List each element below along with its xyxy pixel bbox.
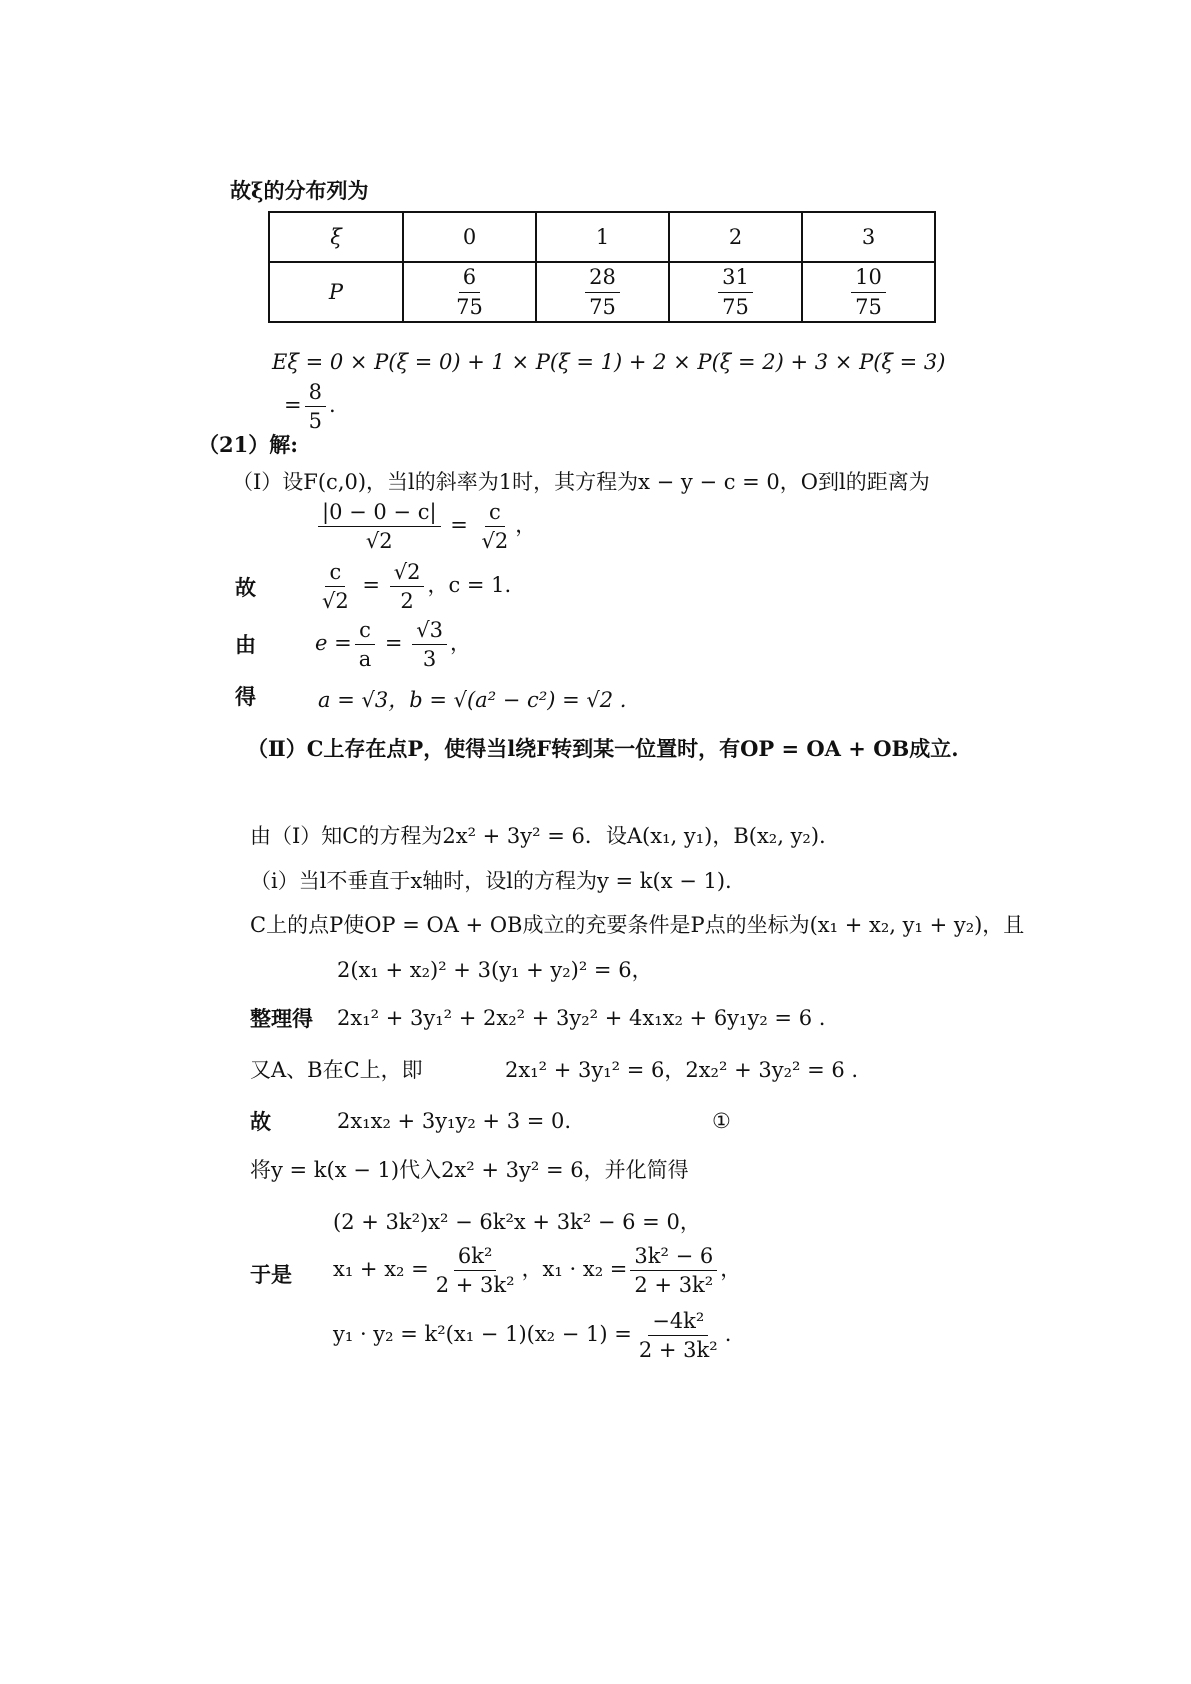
ab-on-c-label: 又A、B在C上，即 xyxy=(250,1058,423,1082)
table-cell-prob: $\frac{10}{75}$ xyxy=(802,262,935,322)
table-cell-value: 2 xyxy=(669,212,802,262)
distribution-table xyxy=(268,211,936,323)
equation-marker-1: ① xyxy=(712,1109,731,1133)
part2-intro: （Ⅱ）C上存在点P，使得当l绕F转到某一位置时，有OP = OA + OB成立. xyxy=(247,736,959,761)
table-cell-value: 0 xyxy=(403,212,536,262)
part1-intro: （Ⅰ）设F(c,0)，当l的斜率为1时，其方程为x − y − c = 0，O到l的距离为 xyxy=(232,470,930,494)
conic-equation-line: 由（Ⅰ）知C的方程为2x² + 3y² = 6．设A(x₁, y₁)，B(x₂, y₂). xyxy=(250,824,826,848)
table-cell-prob: $\frac{28}{75}$ xyxy=(536,262,669,322)
distance-formula: $\frac{|0 - 0 - c|}{√2}$ = $\frac{c}{√2}$ ， xyxy=(315,500,536,553)
line-l-equation: （ⅰ）当l不垂直于x轴时，设l的方程为y = k(x − 1). xyxy=(250,869,732,893)
condition-line: C上的点P使OP = OA + OB成立的充要条件是P点的坐标为(x₁ + x₂, y₁ + y₂)，且 xyxy=(250,913,1025,937)
distribution-intro: 故ξ的分布列为 xyxy=(230,178,369,203)
expanded-equation: 2x₁² + 3y₁² + 2x₂² + 3y₂² + 4x₁x₂ + 6y₁y₂ = 6 . xyxy=(337,1006,826,1030)
table-row xyxy=(269,212,935,262)
expectation-line: Eξ = 0 × P(ξ = 0) + 1 × P(ξ = 1) + 2 × P(ξ = 2) + 3 × P(ξ = 3) xyxy=(272,350,946,374)
condition-equation: 2(x₁ + x₂)² + 3(y₁ + y₂)² = 6， xyxy=(337,958,653,982)
gu-label-1: 故 xyxy=(235,575,256,600)
ab-values: a = √3，b = √(a² − c²) = √2 . xyxy=(318,688,627,712)
table-row xyxy=(269,262,935,322)
eccentricity-equation: e = $\frac{c}{a}$ = $\frac{√3}{3}$ ， xyxy=(315,618,471,672)
c-equation: $\frac{c}{√2}$ = $\frac{√2}{2}$ ，c = 1. xyxy=(322,560,512,614)
vieta-formulas: x₁ + x₂ = $\frac{\text{6k²}}{\text{2 + 3k²}}$ ，x₁ · x₂ = $\frac{\text{3k² − 6}}{\text{2 + 3k²}}$ ， xyxy=(333,1244,742,1298)
you-label: 由 xyxy=(235,632,256,657)
equation-1: 2x₁x₂ + 3y₁y₂ + 3 = 0. xyxy=(337,1109,572,1133)
zhengli-label: 整理得 xyxy=(250,1006,313,1031)
table-header-xi: ξ xyxy=(269,212,403,262)
y-product-formula: y₁ · y₂ = k²(x₁ − 1)(x₂ − 1) = $\frac{\text{−4k²}}{\text{2 + 3k²}}$ . xyxy=(333,1309,732,1363)
question-21-label: （21）解: xyxy=(198,432,298,457)
expectation-result: = $\frac{8}{5}$ . xyxy=(284,380,336,434)
substitute-line: 将y = k(x − 1)代入2x² + 3y² = 6，并化简得 xyxy=(250,1158,689,1182)
yushi-label: 于是 xyxy=(250,1262,292,1287)
table-cell-prob: $\frac{6}{75}$ xyxy=(403,262,536,322)
table-cell-prob: $\frac{31}{75}$ xyxy=(669,262,802,322)
table-cell-value: 1 xyxy=(536,212,669,262)
table-header-p: P xyxy=(269,262,403,322)
gu-label-2: 故 xyxy=(250,1109,271,1134)
table-cell-value: 3 xyxy=(802,212,935,262)
quadratic-equation: (2 + 3k²)x² − 6k²x + 3k² − 6 = 0， xyxy=(333,1210,701,1234)
de-label: 得 xyxy=(235,684,256,709)
ab-on-c-equations: 2x₁² + 3y₁² = 6，2x₂² + 3y₂² = 6 . xyxy=(505,1058,859,1082)
